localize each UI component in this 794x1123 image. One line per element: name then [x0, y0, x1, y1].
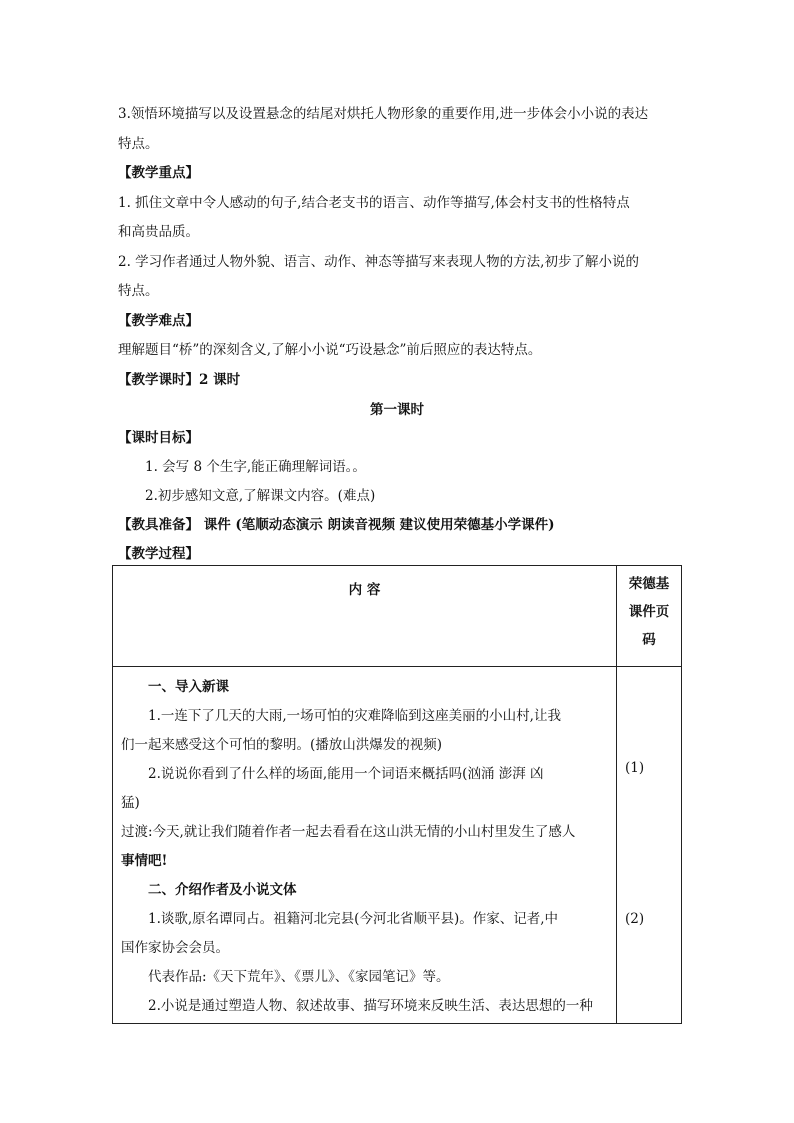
section2-p3: 2.小说是通过塑造人物、叙述故事、描写环境来反映生活、表达思想的一种	[148, 998, 593, 1014]
process-heading: 【教学过程】	[118, 546, 199, 562]
section1-p2-line2: 猛)	[121, 795, 140, 811]
section1-p2-line1: 2.说说你看到了什么样的场面,能用一个词语来概括吗(汹涌 澎湃 凶	[148, 766, 544, 782]
objective-3-line2: 特点。	[118, 136, 159, 152]
section1-p1-line2: 们一起来感受这个可怕的黎明。(播放山洪爆发的视频)	[121, 737, 443, 753]
section1-p3-line2: 事情吧!	[121, 853, 168, 869]
header-side-line3: 码	[642, 632, 656, 648]
difficulties-text: 理解题目“桥”的深刻含义,了解小小说“巧设悬念”前后照应的表达特点。	[118, 342, 542, 358]
objective-3-line1: 3.领悟环境描写以及设置悬念的结尾对烘托人物形象的重要作用,进一步体会小小说的表达	[118, 106, 649, 122]
key-points-heading: 【教学重点】	[118, 165, 199, 181]
key-point-1-line2: 和高贵品质。	[118, 224, 199, 240]
body-side-cell	[617, 667, 682, 1024]
lesson-goals-heading: 【课时目标】	[118, 430, 199, 446]
section2-title: 二、介绍作者及小说文体	[148, 882, 297, 898]
header-content-cell	[113, 566, 617, 667]
table-header-row	[113, 566, 682, 667]
lesson-title: 第一课时	[370, 402, 424, 418]
key-point-2-line1: 2. 学习作者通过人物外貌、语言、动作、神态等描写来表现人物的方法,初步了解小说的	[118, 254, 639, 270]
header-content-label: 内 容	[348, 582, 381, 598]
section2-page-mark: (2)	[625, 911, 645, 927]
body-content-cell	[113, 667, 617, 1024]
section2-p1-line2: 国作家协会会员。	[121, 940, 229, 956]
header-side-cell	[617, 566, 682, 667]
section1-p1-line1: 1.一连下了几天的大雨,一场可怕的灾难降临到这座美丽的小山村,让我	[148, 708, 561, 724]
difficulties-heading: 【教学难点】	[118, 313, 199, 329]
section1-title: 一、导入新课	[148, 679, 229, 695]
section2-p1-line1: 1.谈歌,原名谭同占。祖籍河北完县(今河北省顺平县)。作家、记者,中	[148, 911, 558, 927]
tools-line: 【教具准备】 课件 (笔顺动态演示 朗读音视频 建议使用荣德基小学课件)	[118, 517, 555, 533]
key-point-2-line2: 特点。	[118, 283, 159, 299]
key-point-1-line1: 1. 抓住文章中令人感动的句子,结合老支书的语言、动作等描写,体会村支书的性格特点	[118, 195, 630, 211]
lesson-goal-2: 2.初步感知文意,了解课文内容。(难点)	[145, 488, 376, 504]
section2-p2: 代表作品:《天下荒年》、《票儿》、《家园笔记》等。	[148, 969, 450, 985]
hours-line: 【教学课时】2 课时	[118, 372, 241, 388]
process-table	[112, 565, 682, 1024]
header-side-line1: 荣德基	[628, 576, 670, 592]
header-side-line2: 课件页	[628, 604, 670, 620]
section1-page-mark: (1)	[625, 760, 645, 776]
table-body-row	[113, 667, 682, 1024]
lesson-goal-1: 1. 会写 8 个生字,能正确理解词语。。	[145, 459, 366, 475]
section1-p3-line1: 过渡:今天,就让我们随着作者一起去看看在这山洪无情的小山村里发生了感人	[121, 824, 576, 840]
